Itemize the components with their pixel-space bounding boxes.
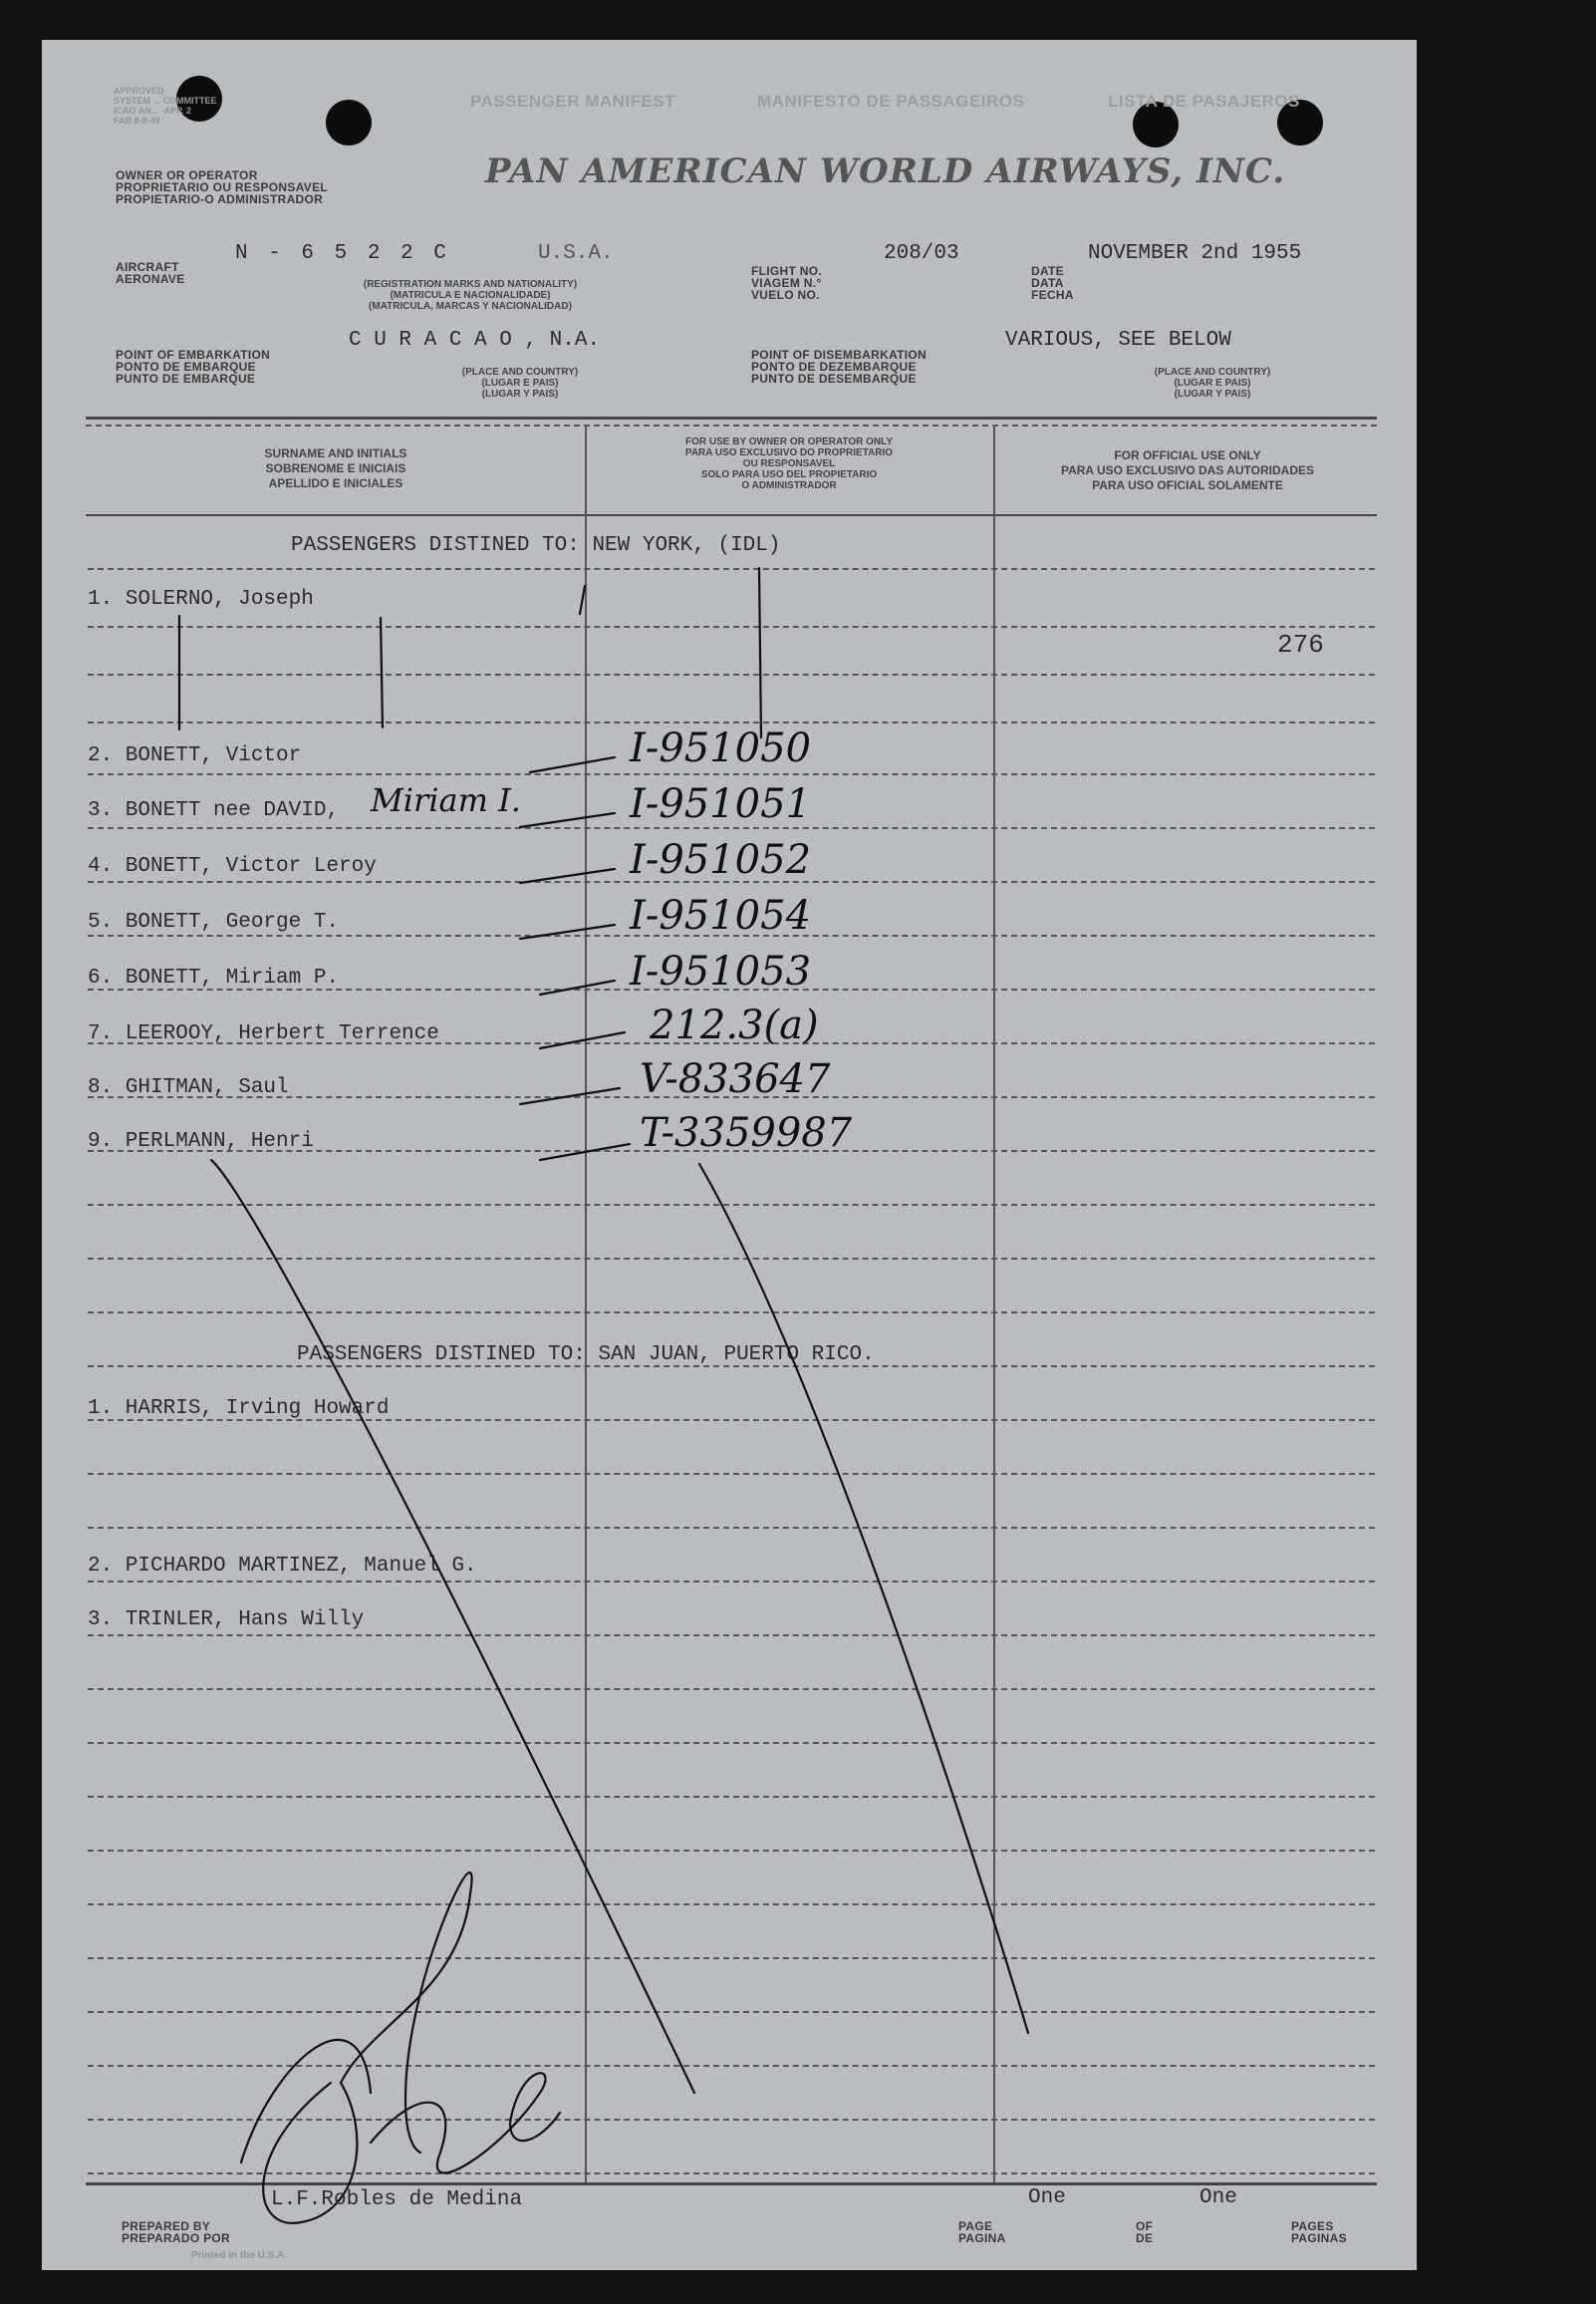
page-label	[958, 2220, 1006, 2244]
footer-label-line: DE	[1136, 2231, 1154, 2245]
flight-number: 208/03	[884, 242, 959, 265]
col-header-line: SOLO PARA USO DEL PROPIETARIO	[700, 469, 878, 480]
dash-stroke	[520, 869, 615, 883]
manifest-sheet	[42, 40, 1417, 2270]
caption-line: (PLACE AND COUNTRY)	[461, 367, 579, 378]
embarkation-point: C U R A C A O , N.A.	[349, 329, 601, 352]
group2-heading: PASSENGERS DISTINED TO: SAN JUAN, PUERTO RICO.	[297, 1343, 875, 1366]
footer-label-line: PREPARADO POR	[122, 2231, 231, 2245]
footer-label-line: PAGE	[958, 2219, 993, 2233]
disembark-label-line: PONTO DE DEZEMBARQUE	[751, 360, 917, 374]
flight-date: NOVEMBER 2nd 1955	[1088, 242, 1302, 265]
approval-line: APPROVED	[114, 86, 164, 96]
disembarkation-point: VARIOUS, SEE BELOW	[1005, 329, 1231, 352]
caption-line: (LUGAR Y PAIS)	[1174, 389, 1251, 400]
handwritten-document-number: I-951054	[630, 893, 812, 939]
aircraft-nationality: U.S.A.	[538, 242, 614, 265]
col-header-line: PARA USO OFICIAL SOLAMENTE	[1092, 478, 1283, 492]
col-header-line: FOR OFFICIAL USE ONLY	[1114, 448, 1261, 462]
col-header-line: OU RESPONSAVEL	[742, 458, 836, 469]
passenger-row: 2. PICHARDO MARTINEZ, Manuel G.	[88, 1555, 477, 1578]
title-spanish: LISTA DE PASAJEROS	[1108, 92, 1300, 111]
handwritten-document-number: I-951050	[630, 725, 812, 771]
flight-label-line: VIAGEM N.°	[751, 276, 822, 290]
prepared-by-label	[122, 2220, 230, 2244]
disembark-label-line: PUNTO DE DESEMBARQUE	[751, 372, 917, 386]
airline-name: PAN AMERICAN WORLD AIRWAYS, INC.	[485, 151, 1286, 191]
aircraft-registration: N - 6 5 2 2 C	[235, 242, 450, 265]
col-header-line: FOR USE BY OWNER OR OPERATOR ONLY	[685, 436, 893, 447]
passenger-row: 1. HARRIS, Irving Howard	[88, 1397, 390, 1420]
col-header-line: PARA USO EXCLUSIVO DO PROPRIETARIO	[684, 447, 894, 458]
title-english: PASSENGER MANIFEST	[470, 92, 676, 111]
page-number: One	[1028, 2186, 1066, 2209]
footer-label-line: PAGES	[1291, 2219, 1334, 2233]
handwritten-name-addition: Miriam I.	[371, 781, 521, 819]
caption-line: (REGISTRATION MARKS AND NATIONALITY)	[363, 279, 578, 290]
col-header-line: SURNAME AND INITIALS	[264, 446, 407, 460]
passenger-row: 4. BONETT, Victor Leroy	[88, 855, 377, 878]
date-label-line: DATE	[1031, 264, 1064, 278]
signature	[241, 1872, 560, 2223]
pages-label	[1291, 2220, 1347, 2244]
bracket-stroke	[759, 568, 761, 737]
dash-stroke	[540, 981, 615, 995]
embark-label-line: POINT OF EMBARKATION	[116, 348, 271, 362]
check-mark	[580, 586, 585, 614]
disembark-label-line: POINT OF DISEMBARKATION	[751, 348, 928, 362]
aircraft-label-line: AERONAVE	[116, 272, 185, 286]
col-header-line: O ADMINISTRADOR	[741, 480, 837, 491]
handwritten-document-number: 212.3(a)	[650, 1003, 819, 1048]
group1-heading: PASSENGERS DISTINED TO: NEW YORK, (IDL)	[291, 534, 781, 557]
embark-label-line: PUNTO DE EMBARQUE	[116, 372, 256, 386]
caption-line: (MATRICULA, MARCAS Y NACIONALIDAD)	[369, 301, 572, 312]
approval-line: ICAO AN... -APP. 2	[114, 106, 192, 116]
footer-label-line: OF	[1136, 2219, 1154, 2233]
date-label-line: FECHA	[1031, 288, 1074, 302]
approval-line: FAB 8-8-49	[114, 116, 160, 126]
total-pages: One	[1199, 2186, 1237, 2209]
prepared-by-name: L.F.Robles de Medina	[271, 2188, 523, 2211]
official-stamp-number: 276	[1277, 630, 1324, 660]
caption-line: (LUGAR E PAIS)	[481, 378, 559, 389]
of-label	[1136, 2220, 1153, 2244]
passenger-row: 3. TRINLER, Hans Willy	[88, 1608, 365, 1631]
passenger-row: 6. BONETT, Miriam P.	[88, 967, 340, 990]
footer-label-line: PAGINAS	[1291, 2231, 1347, 2245]
handwritten-document-number: I-951052	[630, 837, 812, 883]
passenger-row: 1. SOLERNO, Joseph	[88, 588, 314, 611]
title-portuguese: MANIFESTO DE PASSAGEIROS	[757, 92, 1025, 111]
caption-line: (LUGAR Y PAIS)	[481, 389, 559, 400]
dash-stroke	[520, 925, 615, 939]
handwritten-document-number: I-951051	[630, 781, 812, 827]
date-label-line: DATA	[1031, 276, 1064, 290]
passenger-row: 3. BONETT nee DAVID,	[88, 799, 340, 822]
owner-label-line: PROPIETARIO-O ADMINISTRADOR	[116, 192, 324, 206]
dash-stroke	[520, 1088, 620, 1104]
dash-stroke	[540, 1144, 630, 1160]
handwritten-document-number: V-833647	[640, 1056, 831, 1102]
aircraft-label-line: AIRCRAFT	[116, 260, 179, 274]
pen-strokes	[42, 40, 1417, 2270]
passenger-row: 2. BONETT, Victor	[88, 744, 302, 767]
handwritten-document-number: I-951053	[630, 949, 812, 995]
passenger-row: 5. BONETT, George T.	[88, 911, 340, 934]
caption-line: (MATRICULA E NACIONALIDADE)	[390, 290, 551, 301]
footer-label-line: PREPARED BY	[122, 2219, 211, 2233]
approval-line: SYSTEM ... COMMITTEE	[114, 96, 217, 106]
dash-stroke	[520, 813, 615, 827]
handwritten-document-number: T-3359987	[640, 1110, 853, 1156]
owner-label-line: OWNER OR OPERATOR	[116, 168, 258, 182]
footer-label-line: PAGINA	[958, 2231, 1006, 2245]
col-header-line: APELLIDO E INICIALES	[268, 476, 403, 490]
flight-label-line: VUELO NO.	[751, 288, 820, 302]
dash-stroke	[530, 757, 615, 772]
col-header-line: SOBRENOME E INICIAIS	[265, 461, 406, 475]
flight-label-line: FLIGHT NO.	[751, 264, 822, 278]
dash-stroke	[540, 1032, 625, 1048]
embark-label-line: PONTO DE EMBARQUE	[116, 360, 256, 374]
diagonal-strike	[699, 1164, 1028, 2033]
printer-note: Printed in the U.S.A.	[191, 2250, 288, 2261]
bracket-stroke	[381, 618, 383, 727]
col-header-line: PARA USO EXCLUSIVO DAS AUTORIDADES	[1060, 463, 1315, 477]
caption-line: (PLACE AND COUNTRY)	[1154, 367, 1271, 378]
owner-label-line: PROPRIETARIO OU RESPONSAVEL	[116, 180, 329, 194]
passenger-row: 9. PERLMANN, Henri	[88, 1130, 314, 1153]
caption-line: (LUGAR E PAIS)	[1174, 378, 1251, 389]
passenger-row: 8. GHITMAN, Saul	[88, 1076, 289, 1099]
passenger-row: 7. LEEROOY, Herbert Terrence	[88, 1022, 439, 1045]
